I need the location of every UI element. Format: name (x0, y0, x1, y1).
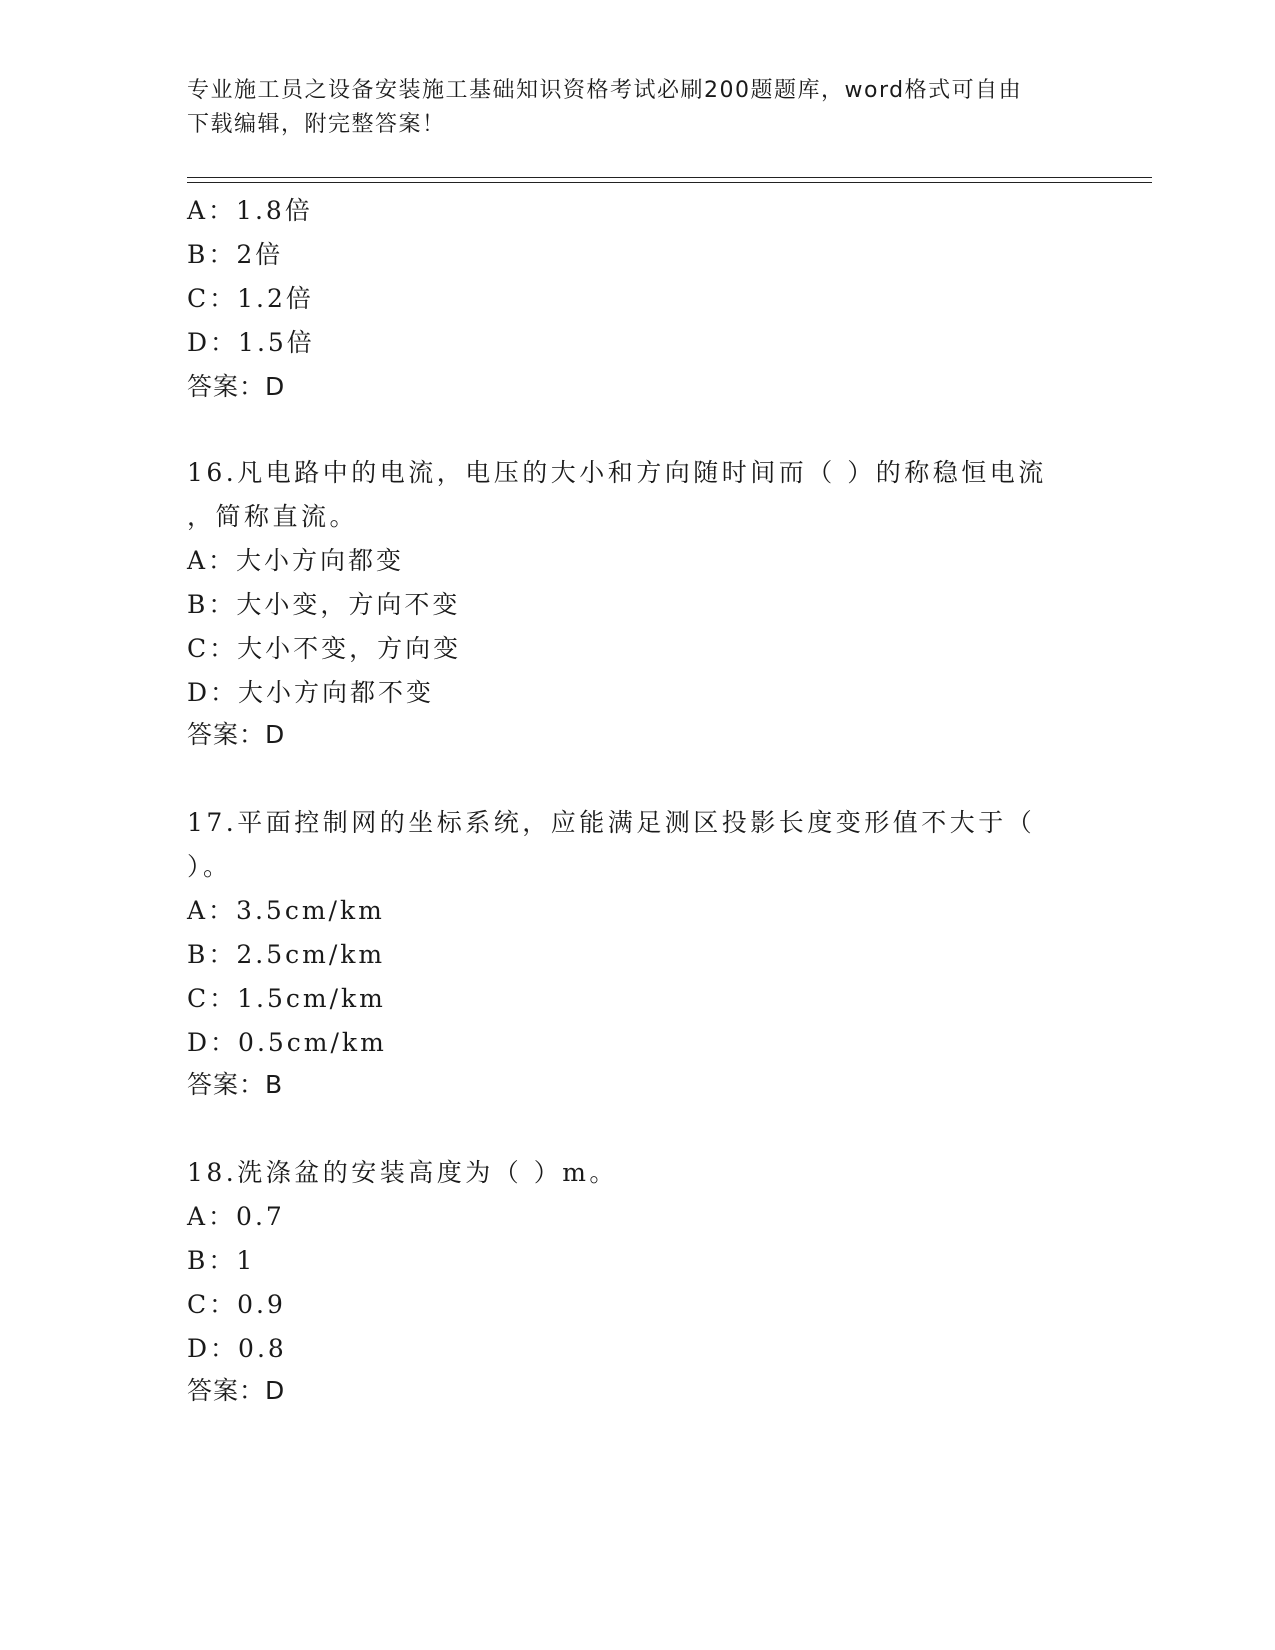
q16-answer: 答案：D (187, 720, 286, 749)
q18-option-c: C：0.9 (187, 1290, 286, 1319)
q17-question-line-2: ）。 (187, 852, 232, 881)
q16-option-b: B：大小变，方向不变 (187, 590, 461, 619)
q16-question-line-2: ，简称直流。 (187, 502, 359, 531)
q15-option-d: D：1.5倍 (187, 328, 315, 357)
q18-answer: 答案：D (187, 1376, 286, 1405)
document-header (187, 74, 1067, 142)
header-divider-top (187, 177, 1152, 178)
q18-option-d: D：0.8 (187, 1334, 287, 1363)
q16-option-d: D：大小方向都不变 (187, 678, 435, 707)
q18-option-a: A：0.7 (187, 1202, 285, 1231)
q15-option-b: B：2倍 (187, 240, 284, 269)
q17-option-b: B：2.5cm/km (187, 940, 386, 969)
q15-option-c: C：1.2倍 (187, 284, 314, 313)
q16-option-a: A：大小方向都变 (187, 546, 405, 575)
q18-question-line-1: 18.洗涤盆的安装高度为（ ）m。 (187, 1158, 618, 1187)
header-divider-bottom (187, 182, 1152, 183)
q15-answer: 答案：D (187, 372, 286, 401)
q16-question-line-1: 16.凡电路中的电流，电压的大小和方向随时间而（ ）的称稳恒电流 (187, 458, 1047, 487)
header-line-2: 下载编辑，附完整答案！ (187, 112, 446, 137)
header-line-1: 专业施工员之设备安装施工基础知识资格考试必刷200题题库，word格式可自由 (187, 78, 1023, 103)
q17-option-d: D：0.5cm/km (187, 1028, 387, 1057)
q16-option-c: C：大小不变，方向变 (187, 634, 462, 663)
q15-option-a: A：1.8倍 (187, 196, 313, 225)
q17-option-a: A：3.5cm/km (187, 896, 385, 925)
q17-question-line-1: 17.平面控制网的坐标系统，应能满足测区投影长度变形值不大于（ (187, 808, 1036, 837)
q17-answer: 答案：B (187, 1070, 284, 1099)
q18-option-b: B：1 (187, 1246, 256, 1275)
q17-option-c: C：1.5cm/km (187, 984, 386, 1013)
